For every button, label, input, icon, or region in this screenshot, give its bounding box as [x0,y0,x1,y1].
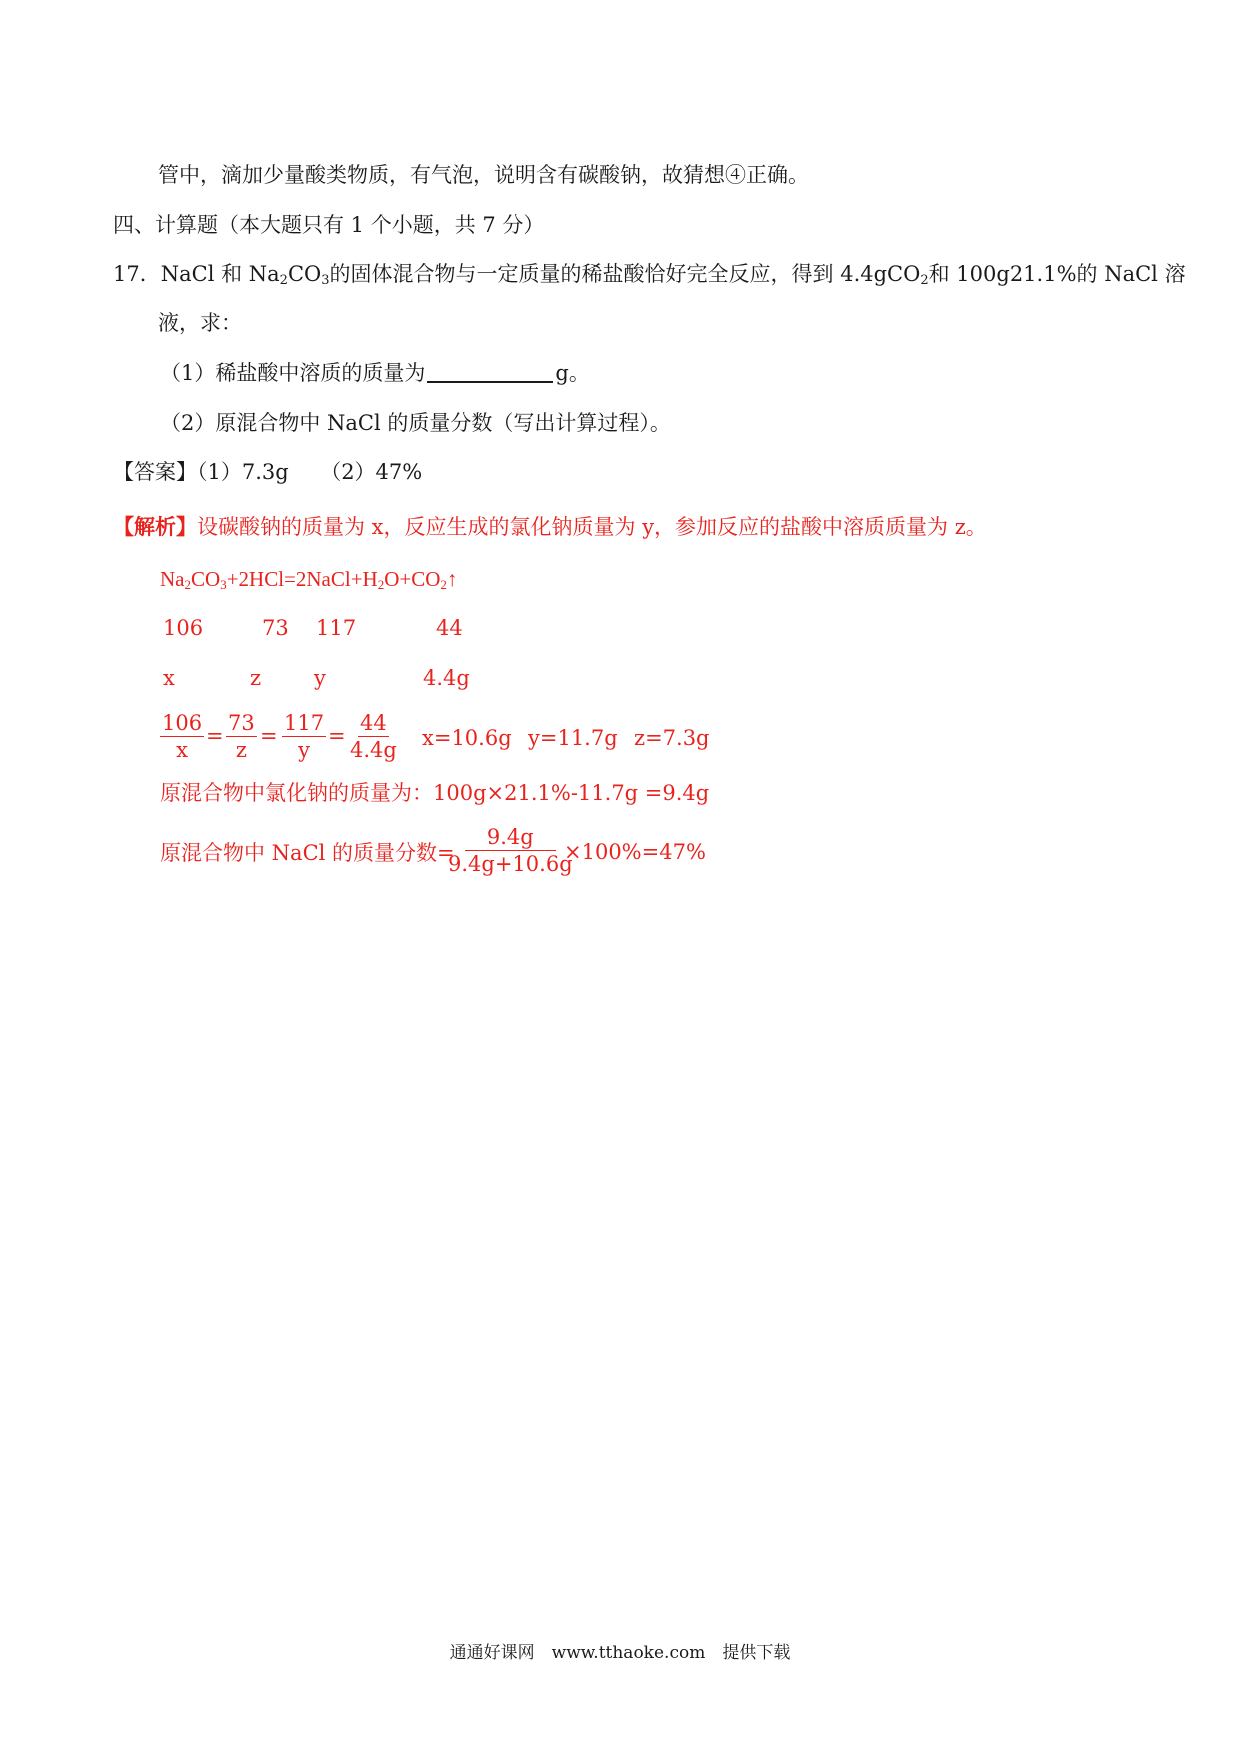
fraction-numerator: 73 [228,711,255,735]
eq-part: Na [160,567,185,591]
subscript: 2 [920,273,929,288]
fraction-denominator: x [176,738,188,762]
part-1-unit: g。 [555,361,590,385]
result-z: z=7.3g [634,726,710,750]
unknown-z: z [250,666,262,690]
equals-sign: = [328,724,346,748]
fraction-denominator: 9.4g+10.6g [448,852,573,876]
question-text: CO [287,262,322,286]
mass-nacl: 117 [316,616,357,640]
fraction-denominator: y [298,738,310,762]
analysis-label: 【解析】 [113,514,197,539]
eq-part: CO [191,567,221,591]
nacl-mass-line: 原混合物中氯化钠的质量为：100g×21.1%-11.7g =9.4g [160,781,710,805]
question-part-2: （2）原混合物中 NaCl 的质量分数（写出计算过程）。 [160,411,671,435]
answer-label: 【答案】 [113,460,197,484]
final-fraction-label: 原混合物中 NaCl 的质量分数= [160,841,455,865]
unknown-x: x [163,666,175,690]
part-1-text: （1）稀盐酸中溶质的质量为 [160,361,426,385]
answer-line [113,457,422,487]
question-17-line-1 [113,259,1186,296]
question-part-1 [160,358,590,388]
eq-subscript: 3 [220,577,227,592]
mass-na2co3: 106 [163,616,204,640]
fraction-numerator: 106 [162,711,203,735]
final-fraction [446,824,575,877]
result-x: x=10.6g [422,726,512,750]
fraction-denominator: z [235,738,247,762]
answer-text: （1）7.3g （2）47% [197,460,423,484]
analysis-intro: 设碳酸钠的质量为 x，反应生成的氯化钠质量为 y，参加反应的盐酸中溶质质量为 z。 [197,515,987,539]
question-text: 的固体混合物与一定质量的稀盐酸恰好完全反应，得到 4.4gCO [329,262,921,286]
fraction-106-x [160,710,204,763]
fraction-numerator: 117 [284,711,325,735]
unknown-y: y [314,666,326,690]
question-17-line-2: 液，求： [158,311,242,335]
eq-part: O+CO [384,567,441,591]
eq-part: ↑ [446,567,458,591]
eq-subscript: 2 [440,577,447,592]
fraction-44-4.4g [348,710,399,763]
eq-part: +2HCl=2NaCl+H [226,567,378,591]
fraction-117-y [282,710,326,763]
fraction-denominator: 4.4g [350,738,397,762]
question-text: NaCl 和 Na [160,262,280,286]
fraction-numerator: 44 [360,711,387,735]
eq-subscript: 2 [184,577,191,592]
subscript: 3 [321,273,330,288]
known-co2-mass: 4.4g [423,666,470,690]
subscript: 2 [279,273,288,288]
eq-subscript: 2 [377,577,385,592]
analysis-intro-line [113,512,987,542]
mass-hcl: 73 [262,616,289,640]
mass-co2: 44 [436,616,463,640]
final-result: ×100%=47% [564,840,706,864]
question-text: 和 100g21.1%的 NaCl 溶 [928,262,1186,286]
equals-sign: = [206,724,224,748]
page-footer: 通通好课网 www.tthaoke.com 提供下载 [449,1643,791,1663]
fraction-numerator: 9.4g [465,824,556,851]
previous-text: 管中，滴加少量酸类物质，有气泡，说明含有碳酸钠，故猜想④正确。 [158,163,809,187]
result-y: y=11.7g [528,726,618,750]
question-number: 17． [113,262,161,286]
section-title: 四、计算题（本大题只有 1 个小题，共 7 分） [113,213,545,237]
chemical-equation [160,564,457,600]
equals-sign: = [260,724,278,748]
fraction-73-z [226,710,257,763]
answer-blank [427,359,553,383]
